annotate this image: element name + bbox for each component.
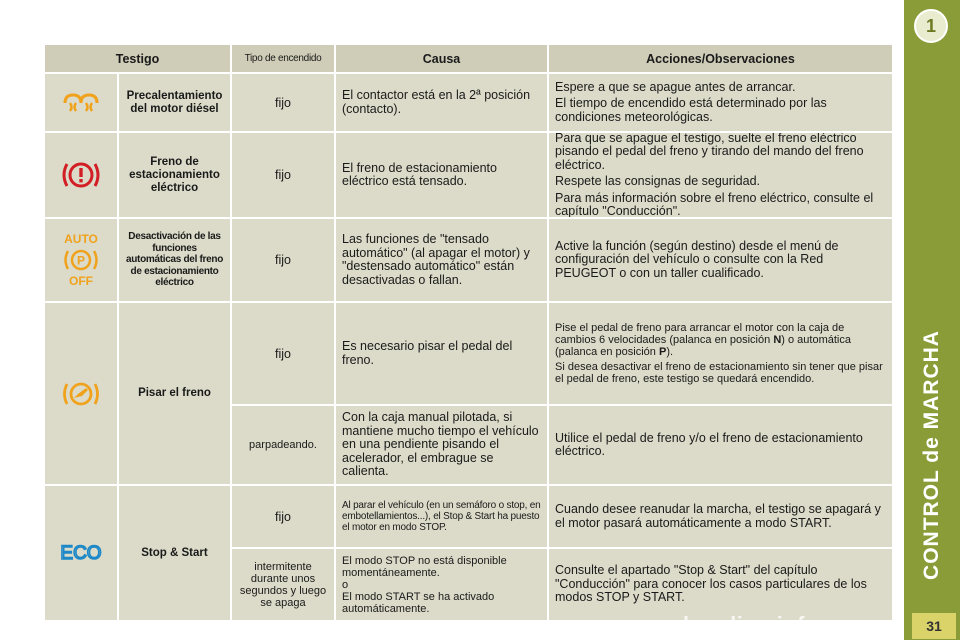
header-causa: Causa: [336, 45, 547, 72]
row-name: Stop & Start: [119, 486, 230, 620]
row-name: Freno de estacionamiento eléctrico: [119, 133, 230, 217]
acciones-text: Pise el pedal de freno para arrancar el motor con la caja de cambios 6 velocidades (palanca en posición: [555, 322, 845, 346]
causa-line: El modo START se ha activado automáticamente.: [342, 590, 495, 615]
row-acciones: [549, 133, 892, 217]
acciones-paragraph: Espere a que se apague antes de arrancar.: [555, 79, 796, 94]
row-acciones: [549, 303, 892, 404]
row-acciones: [549, 74, 892, 131]
eco-icon: [59, 542, 103, 564]
acciones-paragraph: Si desea desactivar el freno de estacionamiento sin tener que pisar el pedal de freno, este testigo se quedará encendido.: [555, 361, 883, 385]
row-icon-cell: [45, 486, 117, 620]
row-acciones: Consulte el apartado "Stop & Start" del capítulo "Conducción" para conocer los casos particulares de los modos STOP y START.: [549, 549, 892, 620]
acciones-text: ).: [666, 346, 674, 358]
row-acciones: Cuando desee reanudar la marcha, el testigo se apagará y el motor pasará automáticamente a modo START.: [549, 486, 892, 547]
row-tipo: fijo: [232, 74, 334, 131]
acciones-text: ) o automática (palanca en posición: [555, 334, 851, 358]
row-tipo: intermitente durante unos segundos y luego se apaga: [232, 549, 334, 620]
row-causa: Es necesario pisar el pedal del freno.: [336, 303, 547, 404]
row-icon-cell: [45, 74, 117, 131]
watermark: carmanualsonline.info: [575, 612, 819, 637]
acciones-paragraph: Active la función (según destino) desde el menú de configuración del vehículo o consulte con la Red PEUGEOT o con un taller cualificado.: [555, 238, 839, 280]
row-causa: Las funciones de "tensado automático" (al apagar el motor) y "destensado automático" están desactivadas o fallan.: [336, 219, 547, 301]
row-acciones: [549, 219, 892, 301]
header-testigo: Testigo: [45, 45, 230, 72]
chapter-number: 1: [925, 15, 936, 36]
warning-lights-table: [45, 45, 892, 620]
glow-plug-icon: [61, 91, 101, 115]
eco-icon-text: ECO: [60, 543, 102, 564]
row-icon-cell: [45, 303, 117, 484]
gear-n-label: N: [773, 334, 782, 346]
acciones-paragraph: [555, 322, 886, 358]
foot-on-brake-icon: [61, 379, 101, 409]
row-name: Pisar el freno: [119, 303, 230, 484]
causa-line: o: [342, 578, 349, 591]
row-tipo: fijo: [232, 486, 334, 547]
acciones-paragraph: Para que se apague el testigo, suelte el freno eléctrico pisando el pedal del freno y tirando del mando del freno eléctrico.: [555, 133, 864, 172]
row-tipo: fijo: [232, 219, 334, 301]
row-icon-cell: [45, 133, 117, 217]
chapter-title: CONTROL de MARCHA: [920, 330, 943, 580]
row-causa: Con la caja manual pilotada, si mantiene mucho tiempo el vehículo en una pendiente pisando el acelerador, el embrague se calienta.: [336, 406, 547, 484]
auto-park-off-icon: [59, 232, 103, 288]
row-tipo: parpadeando.: [232, 406, 334, 484]
acciones-paragraph: El tiempo de encendido está determinado por las condiciones meteorológicas.: [555, 96, 827, 124]
causa-line: El modo STOP no está disponible momentáneamente.: [342, 554, 507, 579]
row-icon-cell: [45, 219, 117, 301]
row-causa: El freno de estacionamiento eléctrico está tensado.: [336, 133, 547, 217]
row-causa: Al parar el vehículo (en un semáforo o stop, en embotellamientos...), el Stop & Start ha puesto el motor en modo STOP.: [336, 486, 547, 547]
chapter-badge: [914, 9, 948, 43]
gear-p-label: P: [658, 346, 667, 358]
page-number: 31: [912, 613, 956, 639]
row-causa: [336, 549, 547, 620]
row-name: Desactivación de las funciones automáticas del freno de estacionamiento eléctrico: [119, 219, 230, 301]
header-tipo: Tipo de encendido: [232, 45, 334, 72]
acciones-paragraph: Para más información sobre el freno eléctrico, consulte el capítulo "Conducción".: [555, 190, 874, 217]
brake-warning-icon: [61, 158, 101, 192]
acciones-paragraph: Respete las consignas de seguridad.: [555, 174, 760, 188]
row-tipo: fijo: [232, 133, 334, 217]
header-acciones: Acciones/Observaciones: [549, 45, 892, 72]
icon-auto-text: AUTO: [64, 232, 98, 246]
row-acciones: Utilice el pedal de freno y/o el freno de estacionamiento eléctrico.: [549, 406, 892, 484]
icon-p-text: P: [76, 253, 86, 268]
row-name: Precalentamiento del motor diésel: [119, 74, 230, 131]
row-causa: El contactor está en la 2ª posición (contacto).: [336, 74, 547, 131]
icon-off-text: OFF: [69, 274, 93, 288]
row-tipo: fijo: [232, 303, 334, 404]
